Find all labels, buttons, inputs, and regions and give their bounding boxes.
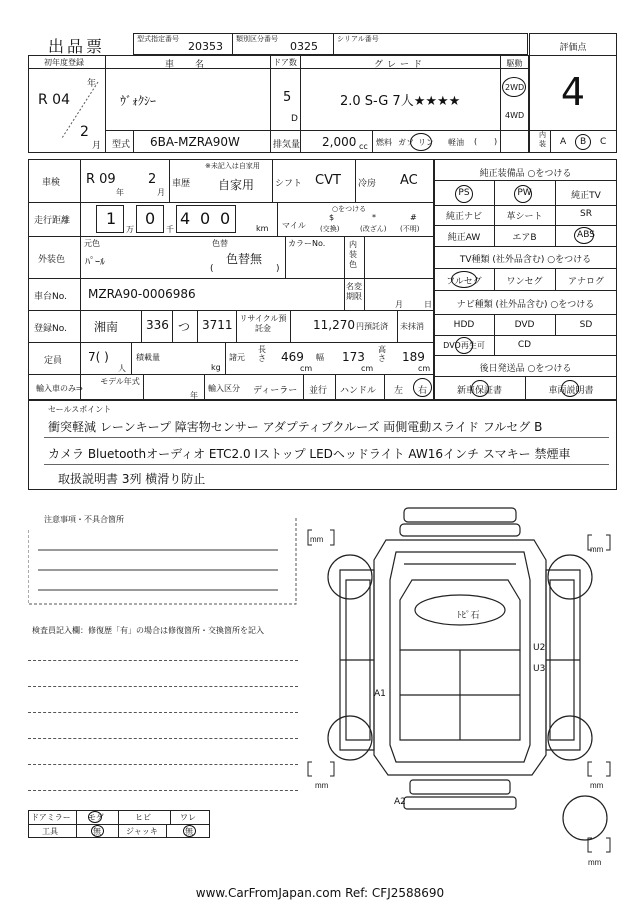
damage-u2: U2 — [533, 643, 546, 653]
car-name: ｳﾞｫｸｼｰ — [120, 94, 157, 108]
first-reg-label: 初年度登録 — [44, 58, 84, 67]
category-number: 0325 — [290, 40, 318, 53]
vehicle-type: 6BA-MZRA90W — [150, 135, 240, 149]
svg-text:mm: mm — [590, 545, 604, 554]
car-damage-diagram — [300, 500, 630, 870]
reg-kana: つ — [178, 320, 191, 334]
option-ps: PS — [458, 188, 470, 198]
caution-box — [28, 518, 300, 608]
mileage-digit: 4 — [180, 209, 191, 228]
serial-label: シリアル番号 — [337, 35, 379, 43]
option-abs: ABS — [577, 230, 595, 240]
car-name-label: 車 名 — [164, 60, 210, 70]
mileage-digit: 0 — [220, 209, 231, 228]
svg-text:mm: mm — [588, 858, 602, 867]
ship-manual: 車両説明書 — [548, 386, 594, 396]
footer-ref: www.CarFromJapan.com Ref: CFJ2588690 — [195, 886, 445, 900]
length-cm: 469 — [281, 350, 304, 364]
mileage-digit: 1 — [106, 209, 117, 228]
door-count: 5 — [283, 90, 292, 105]
recycle-deposit: 11,270 — [313, 318, 355, 332]
option-tv: 純正TV — [571, 191, 601, 201]
mileage-digit: 0 — [145, 209, 156, 228]
circle-interior-b — [575, 134, 591, 150]
circle-right-handle — [413, 378, 432, 397]
first-reg-month: 2 — [80, 124, 89, 140]
model-designation-label: 型式指定番号 — [137, 35, 179, 43]
air-conditioning: AC — [400, 173, 418, 188]
reg-area: 湘南 — [94, 320, 119, 334]
height-cm: 189 — [402, 350, 425, 364]
color-change: 色替無 — [226, 252, 263, 266]
drive-4wd: 4WD — [505, 111, 525, 120]
ship-warranty: 新車保証書 — [456, 386, 502, 396]
svg-text:mm: mm — [310, 535, 324, 544]
sales-line-3: 取扱説明書 3列 横滑り防止 — [58, 472, 206, 486]
option-pw: PW — [517, 188, 532, 198]
first-reg-era: R 04 — [38, 92, 70, 108]
circle-gasoline — [410, 133, 432, 151]
grade: 2.0 S-G 7人★★★★ — [340, 94, 461, 109]
vehicle-history: 自家用 — [218, 178, 255, 192]
reg-class: 336 — [146, 318, 169, 332]
sales-line-2: カメラ Bluetoothオーディオ ETC2.0 Iストップ LEDヘッドライト AW16インチ スマキー 禁煙車 — [48, 447, 571, 461]
damage-u3: U3 — [533, 664, 546, 674]
tv-fullseg: フルセグ — [446, 277, 482, 287]
navi-dvd-play: DVD再生可 — [443, 341, 485, 350]
form-title: 出品票 — [48, 37, 106, 56]
svg-text:mm: mm — [315, 781, 329, 790]
displacement: 2,000 — [322, 135, 357, 149]
grade-label: グレード — [373, 60, 426, 70]
reg-number: 3711 — [202, 318, 233, 332]
circle-2wd — [502, 77, 526, 97]
category-label: 類別区分番号 — [236, 35, 278, 43]
inspection-date: R 09 — [86, 172, 116, 187]
damage-a1: A1 — [374, 689, 386, 699]
damage-a2: A2 — [394, 797, 406, 807]
score-value: 4 — [560, 70, 586, 114]
inspector-label: 検査員記入欄：修復歴「有」の場合は修復箇所・交換箇所を記入 — [32, 626, 264, 635]
caution-label: 注意事項・不具合箇所 — [44, 515, 124, 524]
svg-text:mm: mm — [590, 781, 604, 790]
mileage-digit: 0 — [200, 209, 211, 228]
transmission: CVT — [315, 173, 341, 188]
sales-line-1: 衝突軽減 レーンキープ 障害物センサー アダプティブクルーズ 両側電動スライド フルセグ B — [48, 420, 543, 434]
drive-2wd: 2WD — [505, 83, 525, 92]
exterior-color: ﾊﾟｰﾙ — [85, 257, 105, 268]
seating-capacity: 7( ) — [88, 350, 109, 364]
inspection-month: 2 — [148, 172, 157, 187]
damage-chip: ﾄﾋﾟ石 — [457, 611, 480, 621]
width-cm: 173 — [342, 350, 365, 364]
model-designation: 20353 — [188, 40, 223, 53]
score-label: 評価点 — [559, 43, 587, 53]
chassis-number: MZRA90-0006986 — [88, 287, 196, 301]
